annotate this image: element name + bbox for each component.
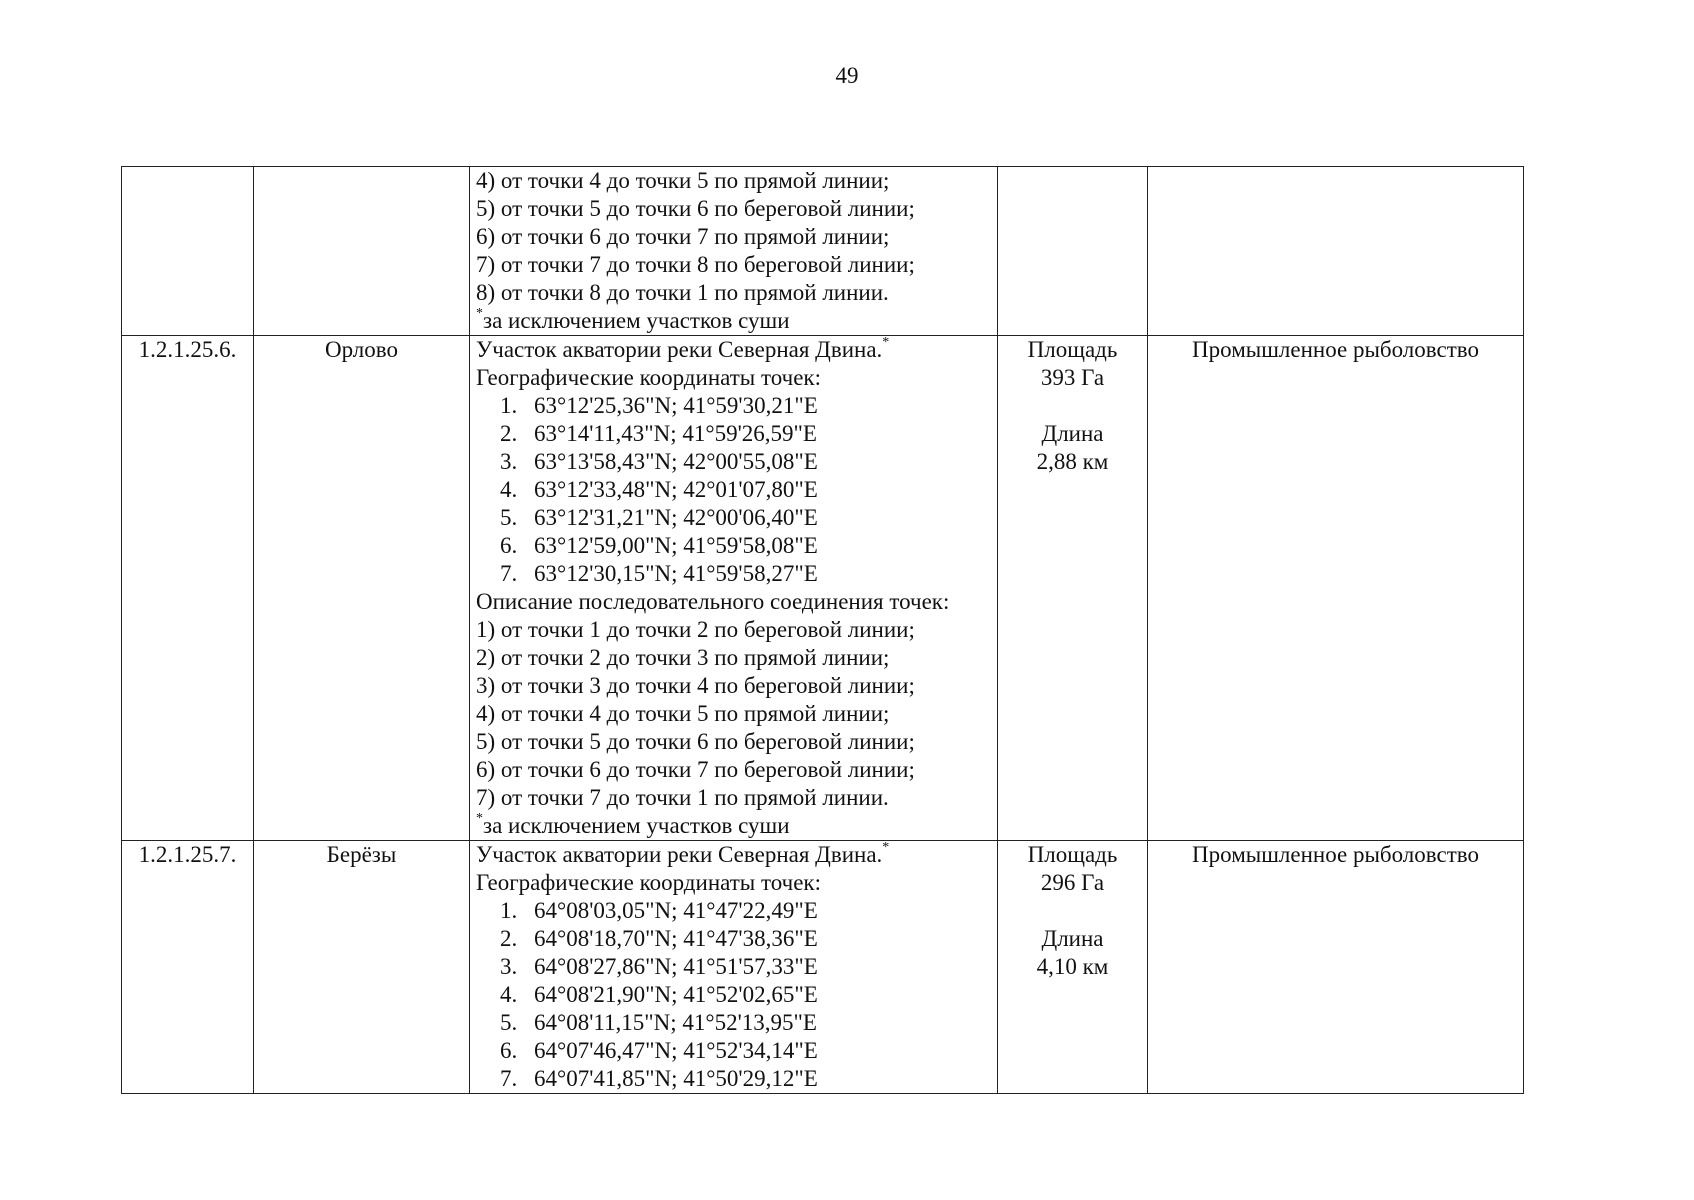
- coordinate-item: 1. 64°08'03,05"N; 41°47'22,49"E: [500, 898, 818, 923]
- area-id-cell: 1.2.1.25.7.: [122, 841, 254, 1094]
- length-value: 4,10 км: [1036, 954, 1109, 979]
- table-row-continuation: [122, 167, 1524, 336]
- coordinate-item: 6. 63°12'59,00"N; 41°59'58,08"E: [500, 533, 818, 558]
- area-size-cell: [998, 841, 1148, 1094]
- connection-line: 6) от точки 6 до точки 7 по прямой линии;: [476, 224, 890, 249]
- area-use-cell: Промышленное рыболовство: [1148, 336, 1524, 841]
- connection-line: 3) от точки 3 до точки 4 по береговой линии;: [476, 673, 915, 698]
- coordinate-item: 7. 63°12'30,15"N; 41°59'58,27"E: [500, 561, 818, 586]
- connection-line: 7) от точки 7 до точки 1 по прямой линии.: [476, 785, 889, 810]
- length-label: Длина: [1041, 421, 1104, 446]
- area-value: 393 Га: [1040, 365, 1105, 390]
- footnote-star: *: [882, 840, 890, 855]
- coordinate-item: 3. 64°08'27,86"N; 41°51'57,33"E: [500, 954, 818, 979]
- footnote-star: *: [476, 811, 483, 826]
- coordinate-item: 1. 63°12'25,36"N; 41°59'30,21"E: [500, 393, 818, 418]
- connections-title: Описание последовательного соединения точек:: [476, 589, 950, 614]
- coordinate-item: 5. 64°08'11,15"N; 41°52'13,95"E: [500, 1010, 817, 1035]
- area-use-cell: Промышленное рыболовство: [1148, 841, 1524, 1094]
- footnote-star: *: [476, 306, 483, 321]
- area-description-cell: [470, 841, 998, 1094]
- connection-line: 6) от точки 6 до точки 7 по береговой линии;: [476, 757, 915, 782]
- table-row-berezy: [122, 841, 1524, 1094]
- area-size-cell: [998, 336, 1148, 841]
- page-number: 49: [835, 63, 859, 88]
- coords-title: Географические координаты точек:: [476, 365, 821, 390]
- length-label: Длина: [1041, 926, 1104, 951]
- area-intro: Участок акватории реки Северная Двина.*: [476, 335, 890, 362]
- coordinate-item: 2. 64°08'18,70"N; 41°47'38,36"E: [500, 926, 818, 951]
- area-intro: Участок акватории реки Северная Двина.*: [476, 840, 890, 867]
- footnote: [476, 812, 991, 840]
- connection-line: 4) от точки 4 до точки 5 по прямой линии;: [476, 168, 890, 193]
- coordinate-item: 4. 64°08'21,90"N; 41°52'02,65"E: [500, 982, 818, 1007]
- connection-line: 1) от точки 1 до точки 2 по береговой линии;: [476, 617, 915, 642]
- footnote-text: за исключением участков суши: [483, 308, 790, 333]
- coordinate-item: 6. 64°07'46,47"N; 41°52'34,14"E: [500, 1038, 818, 1063]
- area-use-cell: [1148, 167, 1524, 336]
- area-size-cell: [998, 167, 1148, 336]
- area-description-cell: [470, 336, 998, 841]
- area-id-cell: [122, 167, 254, 336]
- coordinate-item: 5. 63°12'31,21"N; 42°00'06,40"E: [500, 505, 818, 530]
- fishing-areas-table: [121, 166, 1524, 1094]
- connection-line: 2) от точки 2 до точки 3 по прямой линии;: [476, 645, 890, 670]
- area-id-cell: 1.2.1.25.6.: [122, 336, 254, 841]
- coordinate-item: 3. 63°13'58,43"N; 42°00'55,08"E: [500, 449, 818, 474]
- table-row-orlovo: [122, 336, 1524, 841]
- coordinate-item: 4. 63°12'33,48"N; 42°01'07,80"E: [500, 477, 818, 502]
- coordinate-list: [476, 392, 991, 588]
- area-description-cell: [470, 167, 998, 336]
- footnote-text: за исключением участков суши: [483, 813, 790, 838]
- area-name-cell: Берёзы: [254, 841, 470, 1094]
- footnote-star: *: [882, 335, 890, 350]
- connection-line: 4) от точки 4 до точки 5 по прямой линии;: [476, 701, 890, 726]
- coordinate-list: [476, 897, 991, 1093]
- connection-line: 7) от точки 7 до точки 8 по береговой линии;: [476, 252, 915, 277]
- area-name-cell: [254, 167, 470, 336]
- coords-title: Географические координаты точек:: [476, 870, 821, 895]
- footnote: [476, 307, 991, 335]
- coordinate-item: 7. 64°07'41,85"N; 41°50'29,12"E: [500, 1066, 818, 1091]
- area-label: Площадь: [1027, 842, 1118, 867]
- connection-line: 8) от точки 8 до точки 1 по прямой линии.: [476, 280, 889, 305]
- coordinate-item: 2. 63°14'11,43"N; 41°59'26,59"E: [500, 421, 817, 446]
- length-value: 2,88 км: [1036, 449, 1109, 474]
- area-value: 296 Га: [1040, 870, 1105, 895]
- area-name-cell: Орлово: [254, 336, 470, 841]
- connection-line: 5) от точки 5 до точки 6 по береговой линии;: [476, 196, 915, 221]
- connection-line: 5) от точки 5 до точки 6 по береговой линии;: [476, 729, 915, 754]
- area-label: Площадь: [1027, 337, 1118, 362]
